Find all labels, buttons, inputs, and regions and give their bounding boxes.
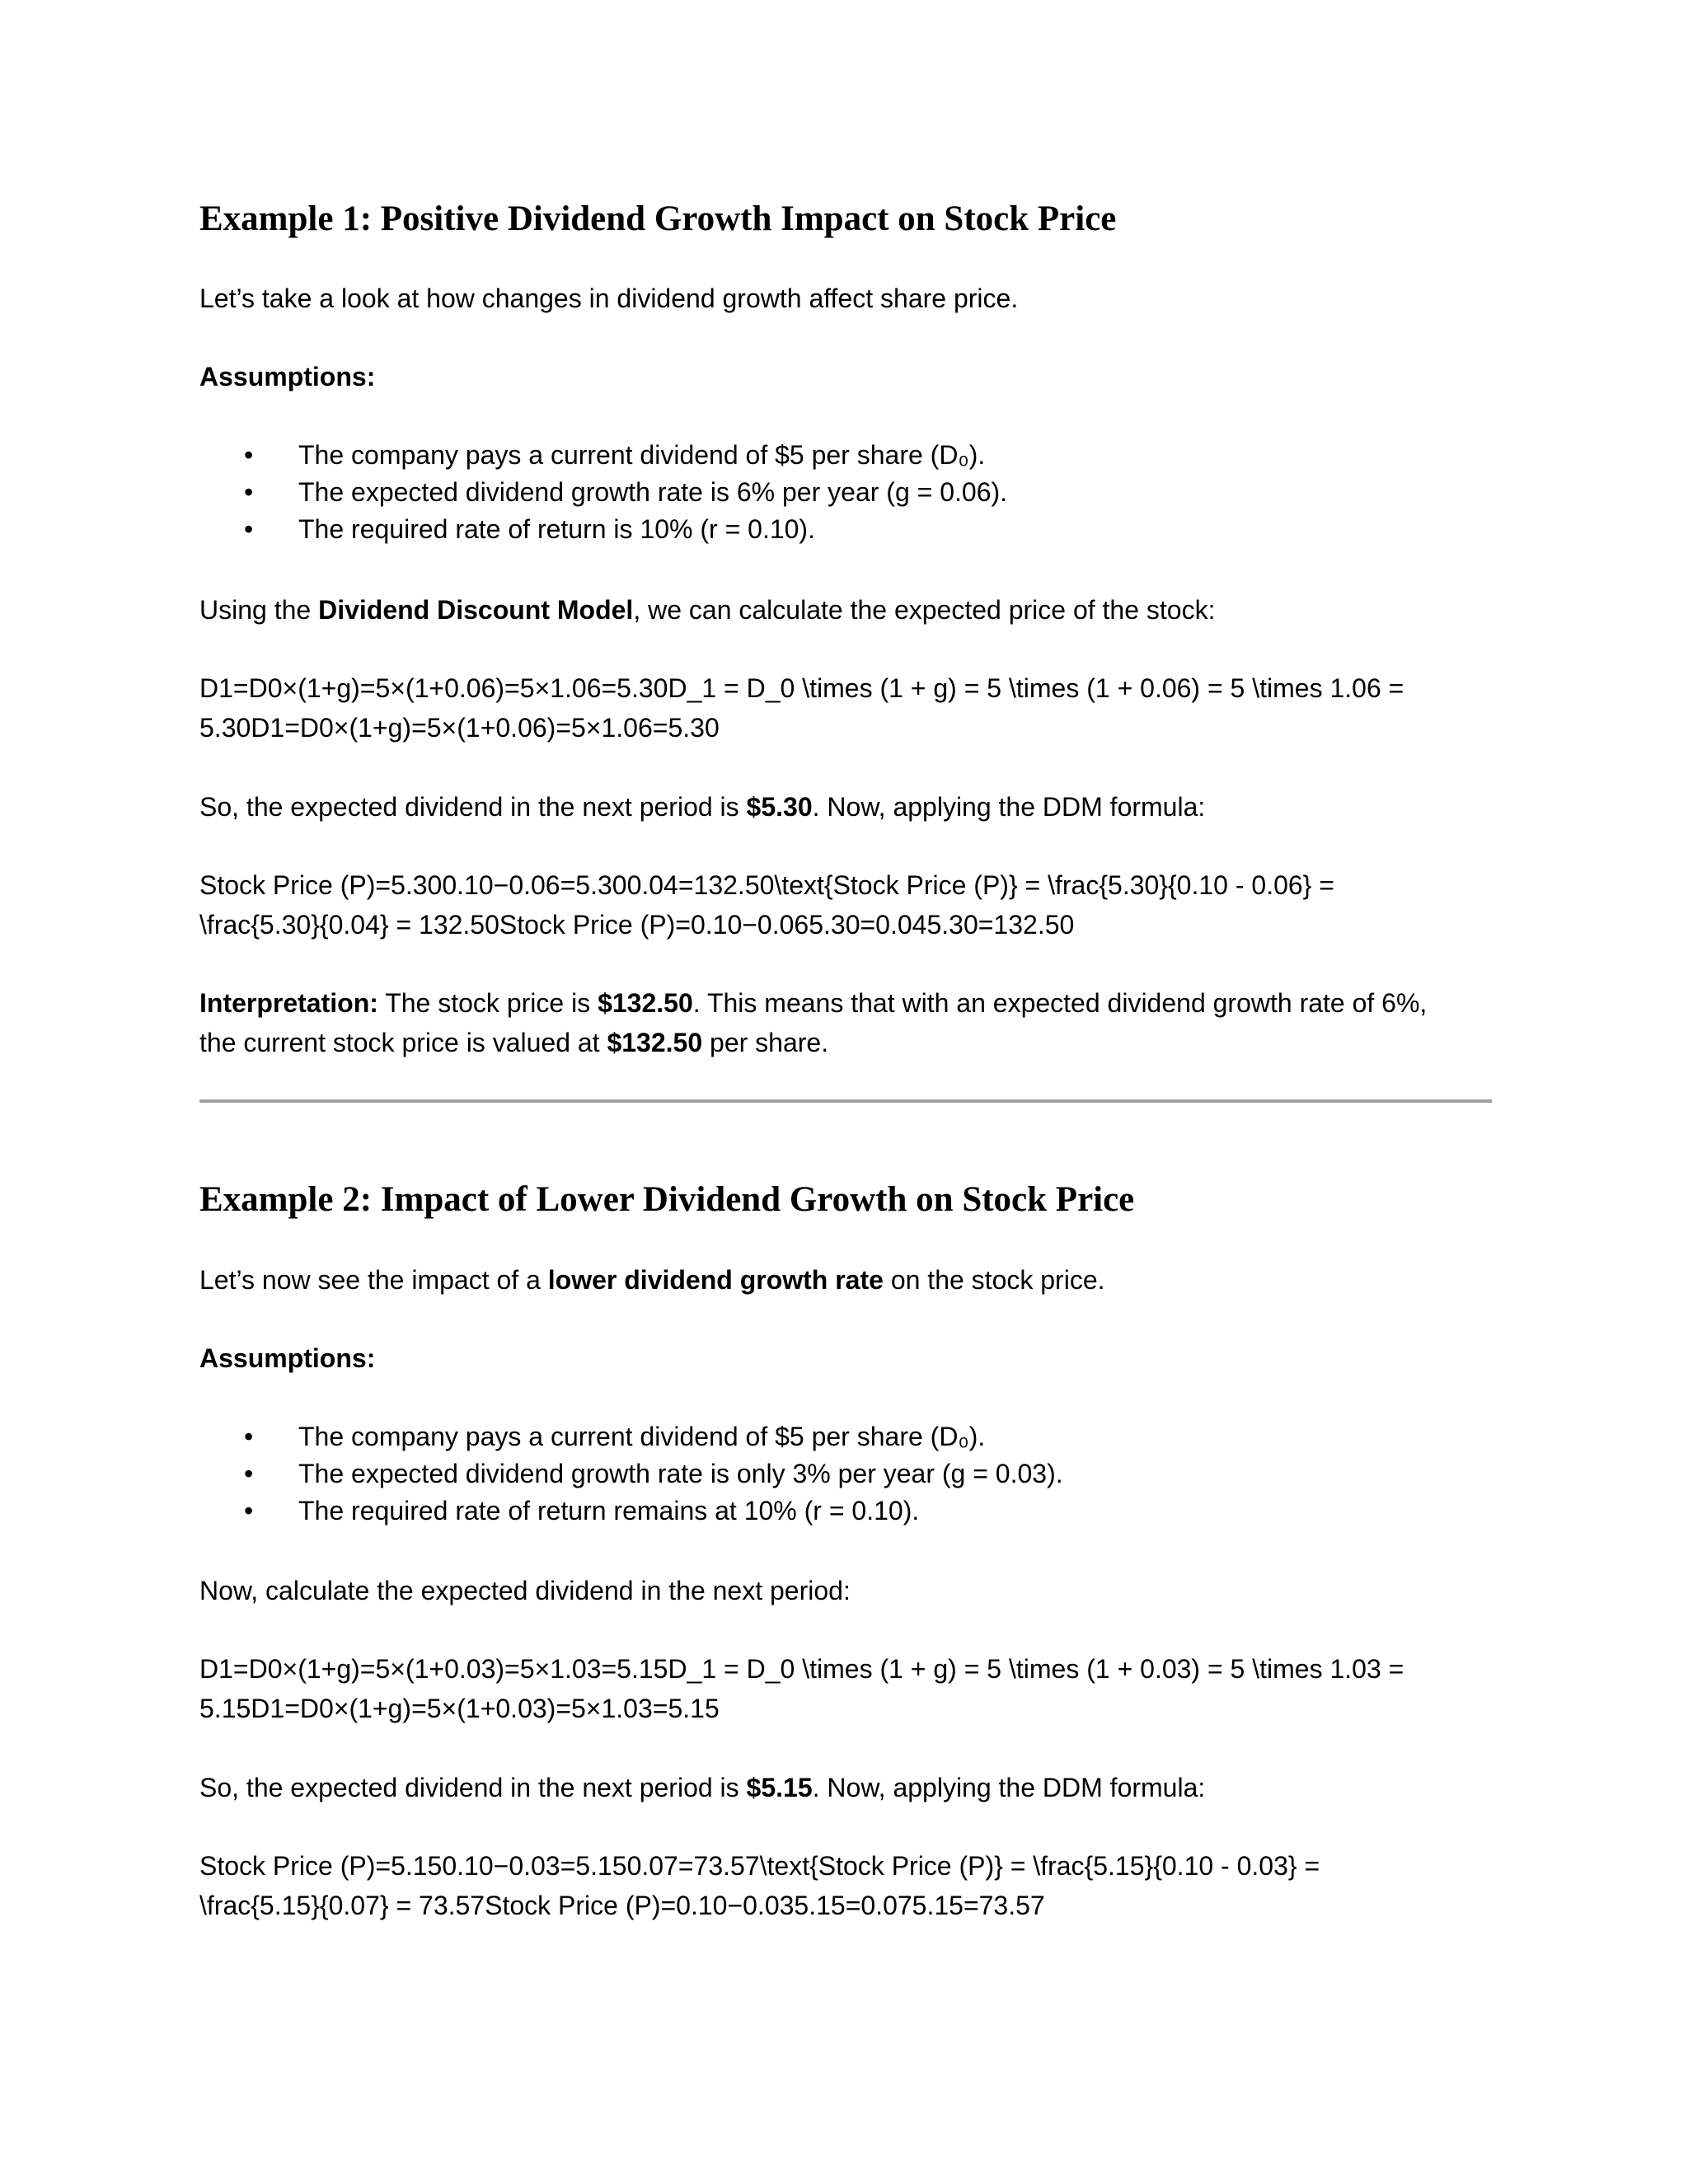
example1-intro: Let’s take a look at how changes in dividend growth affect share price. <box>199 284 1019 313</box>
bullet-icon: • <box>244 1496 254 1526</box>
bullet-icon: • <box>244 1459 254 1488</box>
bullet-icon: • <box>244 440 254 470</box>
bullet-icon: • <box>244 514 254 544</box>
list-item: • The required rate of return remains at 10% (r = 0.10). <box>199 1493 1063 1530</box>
list-item: • The company pays a current dividend of $5 per share (D₀). <box>199 1418 1063 1455</box>
example1-price-formula: Stock Price (P)=5.300.10−0.06=5.300.04=132.50\text{Stock Price (P)} = \frac{5.30}{0.10 - 0.06} = \frac{5.30}{0.04} = 132.50Stock Price (P)=0.10−0.065.30=0.045.30=132.50 <box>199 870 1334 940</box>
list-item: • The company pays a current dividend of $5 per share (D₀). <box>199 437 1007 474</box>
example1-assumptions-list <box>199 437 1007 548</box>
example2-assumptions-label: Assumptions: <box>199 1343 376 1373</box>
example1-expected-dividend: So, the expected dividend in the next period is $5.30. Now, applying the DDM formula: <box>199 792 1206 822</box>
example1-dividend-formula: D1=D0×(1+g)=5×(1+0.06)=5×1.06=5.30D_1 = D_0 \times (1 + g) = 5 \times (1 + 0.06) = 5 \times 1.06 = 5.30D1=D0×(1+g)=5×(1+0.06)=5×1.06=5.30 <box>199 673 1404 743</box>
list-item: • The expected dividend growth rate is 6% per year (g = 0.06). <box>199 474 1007 511</box>
list-item: • The required rate of return is 10% (r = 0.10). <box>199 511 1007 548</box>
example1-interpretation: Interpretation: The stock price is $132.50. This means that with an expected dividend growth rate of 6%, the current stock price is valued at $132.50 per share. <box>199 988 1428 1057</box>
example1-assumptions-label: Assumptions: <box>199 362 376 391</box>
list-item: • The expected dividend growth rate is only 3% per year (g = 0.03). <box>199 1455 1063 1493</box>
example2-expected-dividend: So, the expected dividend in the next period is $5.15. Now, applying the DDM formula: <box>199 1773 1206 1802</box>
example2-calc-intro: Now, calculate the expected dividend in the next period: <box>199 1576 851 1605</box>
example1-heading: Example 1: Positive Dividend Growth Impact on Stock Price <box>199 199 1117 238</box>
example2-price-formula: Stock Price (P)=5.150.10−0.03=5.150.07=73.57\text{Stock Price (P)} = \frac{5.15}{0.10 - 0.03} = \frac{5.15}{0.07} = 73.57Stock Price (P)=0.10−0.035.15=0.075.15=73.57 <box>199 1851 1320 1920</box>
example1-model-sentence: Using the Dividend Discount Model, we can calculate the expected price of the stock: <box>199 595 1216 625</box>
horizontal-divider <box>199 1099 1492 1103</box>
example2-assumptions-list <box>199 1418 1063 1530</box>
bullet-icon: • <box>244 477 254 507</box>
example2-heading: Example 2: Impact of Lower Dividend Growth on Stock Price <box>199 1180 1135 1219</box>
example2-dividend-formula: D1=D0×(1+g)=5×(1+0.03)=5×1.03=5.15D_1 = D_0 \times (1 + g) = 5 \times (1 + 0.03) = 5 \times 1.03 = 5.15D1=D0×(1+g)=5×(1+0.03)=5×1.03=5.15 <box>199 1654 1404 1723</box>
bullet-icon: • <box>244 1422 254 1451</box>
example2-intro: Let’s now see the impact of a lower dividend growth rate on the stock price. <box>199 1265 1105 1295</box>
